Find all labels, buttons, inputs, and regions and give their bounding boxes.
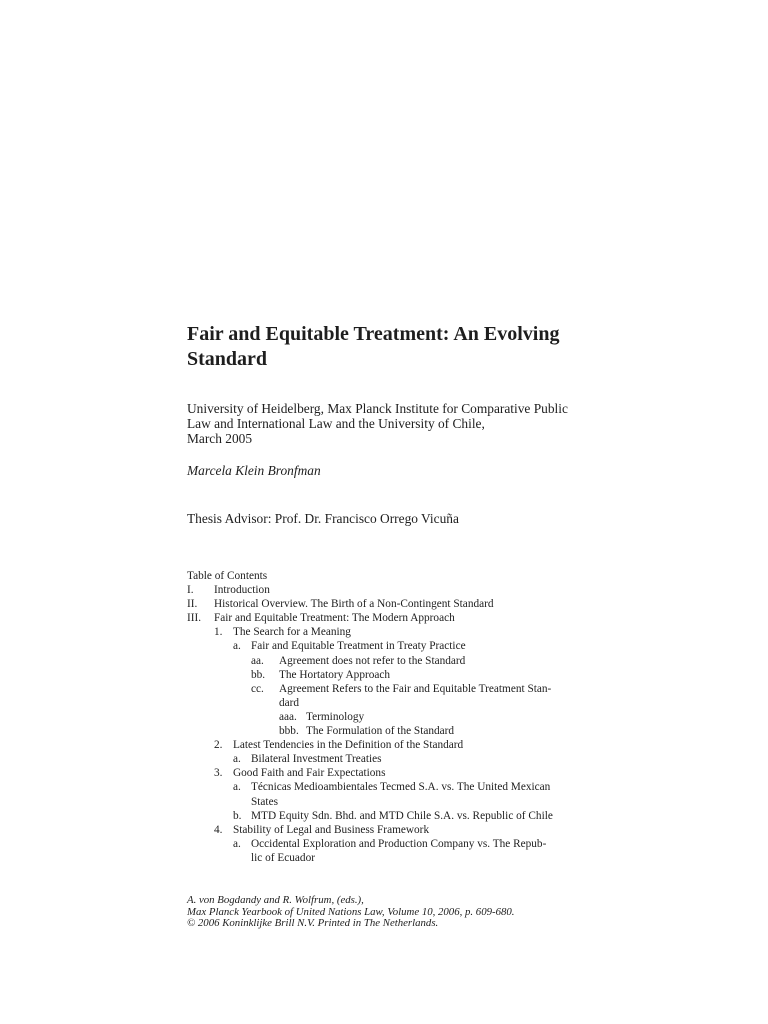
toc-item [187,766,587,780]
toc-item-text: Bilateral Investment Treaties [251,753,382,766]
toc-item [187,724,587,738]
toc-item-number: 2. [214,739,223,752]
toc-item [187,823,587,837]
toc-item-text-line: States [251,795,278,808]
toc-item-number: 3. [214,767,223,780]
toc-item [187,597,587,611]
toc-item-number: b. [233,809,242,822]
toc-item-text [251,780,550,808]
toc-item [187,780,587,808]
toc-item-number: bb. [251,668,266,681]
toc-item [187,710,587,724]
toc-item [187,654,587,668]
toc-item-text: Latest Tendencies in the Definition of the Standard [233,739,464,752]
toc-item [187,668,587,682]
toc-item-text [279,682,551,710]
toc-item-number: III. [187,612,202,625]
author-name: Marcela Klein Bronfman [187,463,321,478]
toc-item [187,752,587,766]
toc-item [187,682,587,710]
publication-footer [187,895,607,930]
toc-item [187,837,587,865]
toc-item-number: 1. [214,626,223,639]
toc-item-number: cc. [251,682,264,695]
affiliation-line: Law and International Law and the University of Chile, [187,416,485,431]
toc-item [187,625,587,639]
toc-item-number: II. [187,598,198,611]
affiliation-line: University of Heidelberg, Max Planck Institute for Comparative Public [187,401,568,416]
toc-item [187,583,587,597]
toc-item-text: MTD Equity Sdn. Bhd. and MTD Chile S.A. vs. Republic of Chile [251,809,553,822]
paper-title-line: Standard [187,348,268,370]
toc-item-number: a. [233,753,241,766]
affiliation-line: March 2005 [187,431,253,446]
toc-item-text: The Search for a Meaning [233,626,351,639]
toc-item-text [251,837,546,865]
toc-item-text-line: Técnicas Medioambientales Tecmed S.A. vs. The United Mexican [251,781,551,794]
toc-heading: Table of Contents [187,570,268,582]
toc-item-text: Historical Overview. The Birth of a Non-Contingent Standard [214,598,494,611]
toc-item-text: Good Faith and Fair Expectations [233,767,386,780]
toc-item [187,738,587,752]
toc-item [187,809,587,823]
paper-title-line: Fair and Equitable Treatment: An Evolving [187,323,560,345]
toc-item-text: Agreement does not refer to the Standard [279,654,466,667]
toc-item-number: bbb. [279,725,299,738]
toc-item-text: The Formulation of the Standard [306,725,455,738]
thesis-advisor: Thesis Advisor: Prof. Dr. Francisco Orrego Vicuña [187,511,459,526]
toc-item [187,639,587,653]
toc-item [187,611,587,625]
toc-item-text-line: dard [279,696,300,709]
toc-item-text-line: lic of Ecuador [251,851,315,864]
toc-item-text: Introduction [214,584,270,597]
toc-item-number: I. [187,584,194,597]
toc-item-text: The Hortatory Approach [279,668,391,681]
toc-item-number: aa. [251,654,264,667]
toc-item-text: Stability of Legal and Business Framework [233,823,430,836]
toc-item-number: aaa. [279,710,297,723]
toc-item-number: 4. [214,823,223,836]
toc-item-number: a. [233,640,241,653]
table-of-contents [187,569,587,865]
footer-line: © 2006 Koninklijke Brill N.V. Printed in The Netherlands. [187,917,439,929]
toc-item-text: Fair and Equitable Treatment in Treaty Practice [251,640,466,653]
paper-title [187,322,607,372]
toc-item-text-line: Occidental Exploration and Production Company vs. The Repub- [251,837,547,850]
toc-item-text: Fair and Equitable Treatment: The Modern Approach [214,612,455,625]
toc-item-text: Terminology [306,710,365,723]
footer-line: A. von Bogdandy and R. Wolfrum, (eds.), [187,894,364,906]
footer-line: Max Planck Yearbook of United Nations Law, Volume 10, 2006, p. 609-680. [187,905,515,918]
toc-item-number: a. [233,837,241,850]
affiliation [187,401,607,446]
toc-item-text-line: Agreement Refers to the Fair and Equitable Treatment Stan- [279,682,552,695]
toc-item-number: a. [233,781,241,794]
